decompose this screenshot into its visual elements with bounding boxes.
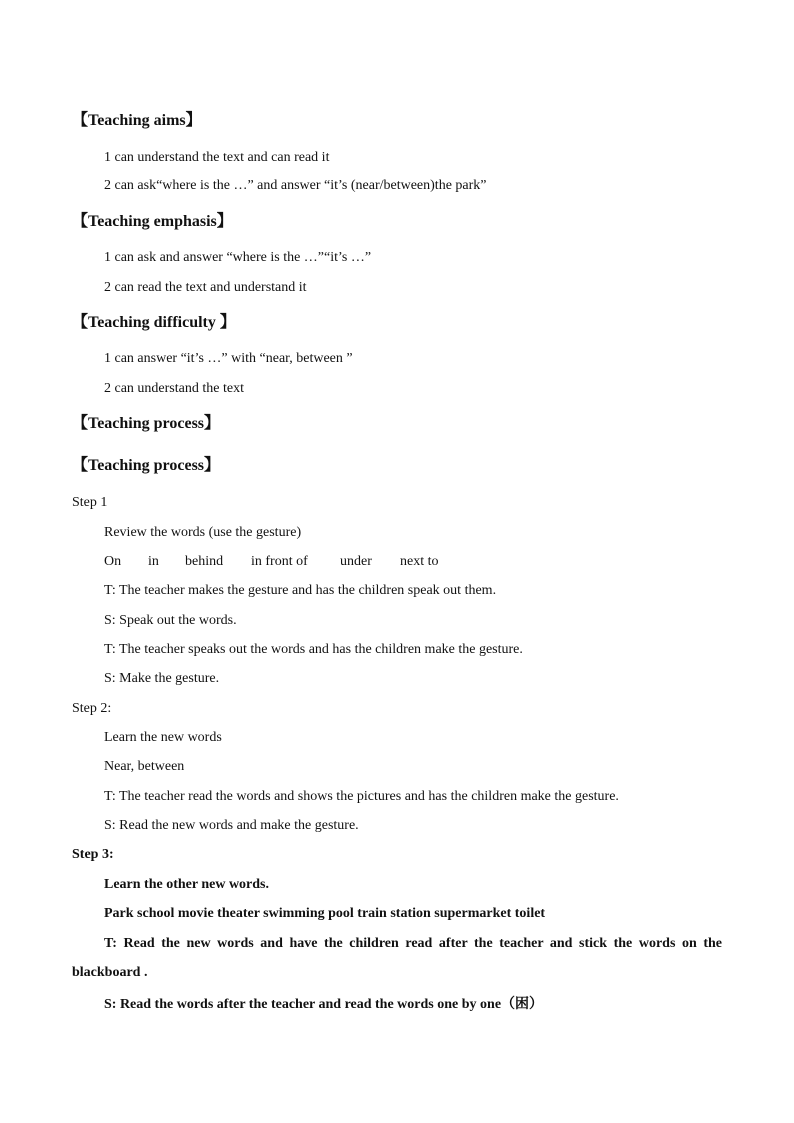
step-2-students: S: Read the new words and make the gesture. [104, 818, 359, 833]
teaching-difficulty-heading: 【Teaching difficulty 】 [72, 314, 236, 331]
word-next-to: next to [400, 554, 439, 569]
word-in: in [148, 554, 159, 569]
step-1-students: S: Speak out the words. [104, 613, 237, 628]
difficulty-item-2: 2 can understand the text [104, 381, 244, 396]
word-in-front-of: in front of [251, 554, 308, 569]
word-behind: behind [185, 554, 224, 569]
step-1-teacher-2: T: The teacher speaks out the words and has the children make the gesture. [104, 642, 523, 657]
step-2-label: Step 2: [72, 701, 112, 716]
step-2-teacher: T: The teacher read the words and shows the pictures and has the children make the gesture. [104, 789, 619, 804]
step-3-learn: Learn the other new words. [104, 877, 270, 892]
step-1-word-list [104, 554, 439, 570]
emphasis-item-2: 2 can read the text and understand it [104, 280, 307, 295]
difficulty-item-1: 1 can answer “it’s …” with “near, between ” [104, 351, 353, 366]
step-2-words: Near, between [104, 759, 185, 774]
step-1-label: Step 1 [72, 495, 108, 510]
step-2-learn: Learn the new words [104, 730, 222, 745]
teaching-process-heading-repeat: 【Teaching process】 [72, 457, 221, 474]
step-3-teacher: T: Read the new words and have the children read after the teacher and stick the words on the blackboard . [72, 936, 722, 980]
teaching-aims-heading: 【Teaching aims】 [72, 112, 202, 129]
step-3-students: S: Read the words after the teacher and read the words one by one（困） [104, 997, 544, 1012]
aims-item-2: 2 can ask“where is the …” and answer “it’s (near/between)the park” [104, 178, 487, 193]
aims-item-1: 1 can understand the text and can read it [104, 150, 330, 165]
step-3-words: Park school movie theater swimming pool train station supermarket toilet [104, 906, 546, 921]
emphasis-item-1: 1 can ask and answer “where is the …”“it’s …” [104, 250, 372, 265]
step-1-review: Review the words (use the gesture) [104, 525, 302, 540]
step-1-students-2: S: Make the gesture. [104, 671, 220, 686]
teaching-emphasis-heading: 【Teaching emphasis】 [72, 213, 233, 230]
teaching-process-heading: 【Teaching process】 [72, 415, 221, 432]
word-on: On [104, 554, 122, 569]
word-under: under [340, 554, 372, 569]
step-1-teacher: T: The teacher makes the gesture and has the children speak out them. [104, 583, 497, 598]
step-3-label: Step 3: [72, 847, 114, 862]
